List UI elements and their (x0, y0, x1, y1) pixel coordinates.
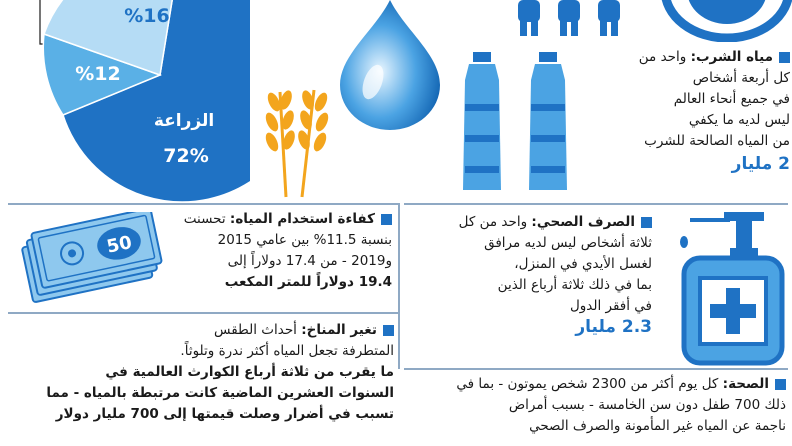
climate-bold-line-2: السنوات العشرين الماضية كانت مرتبطة بالمياه - مما (46, 385, 394, 401)
sanitation-title: الصرف الصحي: (531, 214, 635, 230)
globe-icon (655, 0, 792, 42)
health-line-2: ذلك 700 طفل دون سن الخامسة - بسبب أمراض (508, 397, 786, 413)
water-drop-icon (325, 0, 455, 130)
climate-title: تغير المناخ: (301, 322, 377, 338)
divider-horizontal-bottom-right (404, 368, 788, 370)
bullet-square-icon (383, 325, 394, 336)
usage-pie-chart (0, 0, 250, 205)
sanitation-line-4: بما في ذلك ثلاثة أرباع الذين (497, 277, 652, 293)
soap-dispenser-icon (676, 208, 788, 366)
efficiency-title: كفاءة استخدام المياه: (229, 211, 375, 227)
sanitation-figure: 2.3 مليار (575, 317, 652, 337)
bullet-square-icon (779, 52, 790, 63)
climate-line-1: أحداث الطقس (214, 322, 297, 338)
sanitation-section (404, 212, 652, 337)
divider-vertical-middle (398, 203, 400, 369)
drinking-water-section (594, 47, 790, 174)
efficiency-line-4: 19.4 دولاراً للمتر المكعب (224, 274, 392, 290)
pie-value-agriculture: 72% (163, 145, 209, 167)
divider-horizontal-top-right (404, 203, 788, 205)
climate-bold-line-3: تسبب في أضرار وصلت قيمتها إلى 700 مليار دولار (55, 406, 394, 422)
banknotes-icon (14, 212, 164, 310)
drinking-water-line-1: واحد من (638, 49, 687, 65)
pie-label-16: %16 (124, 5, 170, 27)
people-icon (508, 0, 638, 38)
efficiency-section (170, 209, 392, 293)
efficiency-line-1: تحسنت (183, 211, 226, 227)
sanitation-line-2: ثلاثة أشخاص ليس لديه مرافق (484, 235, 652, 251)
drinking-water-line-4: ليس لديه ما يكفي (688, 112, 790, 128)
health-title: الصحة: (722, 376, 769, 392)
drinking-water-figure: 2 مليار (731, 154, 790, 174)
pie-label-12: %12 (75, 63, 121, 85)
sanitation-line-5: في أفقر الدول (569, 298, 652, 314)
climate-line-2: المتطرفة تجعل المياه أكثر ندرة وتلوثاً. (180, 343, 394, 359)
efficiency-line-2: بنسبة 11.5% بين عامي 2015 (217, 232, 392, 248)
climate-bold-line-1: ما يقرب من ثلاثة أرباع الكوارث العالمية في (105, 364, 394, 380)
climate-section (6, 320, 394, 425)
drinking-water-title: مياه الشرب: (690, 49, 773, 65)
bullet-square-icon (775, 379, 786, 390)
health-line-3: ناجمة عن المياه غير المأمونة والصرف الصحي (529, 418, 786, 434)
divider-horizontal-top-left (8, 203, 398, 205)
water-bottles-icon (455, 50, 585, 198)
drinking-water-line-5: من المياه الصالحة للشرب (644, 133, 790, 149)
drinking-water-line-2: كل أربعة أشخاص (692, 70, 790, 86)
bullet-square-icon (641, 217, 652, 228)
divider-horizontal-middle-left (8, 312, 398, 314)
efficiency-line-3: و2019 - من 17.4 دولاراً إلى (227, 253, 392, 269)
pie-label-agriculture: الزراعة (153, 111, 215, 131)
sanitation-line-3: لغسل الأيدي في المنزل، (514, 256, 652, 272)
banknote-value: 50 (104, 231, 134, 258)
drinking-water-line-3: في جميع أنحاء العالم (673, 91, 790, 107)
health-line-1: كل يوم أكثر من 2300 شخص يموتون - بما في (456, 376, 719, 392)
sanitation-line-1: واحد من كل (458, 214, 528, 230)
bullet-square-icon (381, 214, 392, 225)
health-section (404, 374, 786, 437)
